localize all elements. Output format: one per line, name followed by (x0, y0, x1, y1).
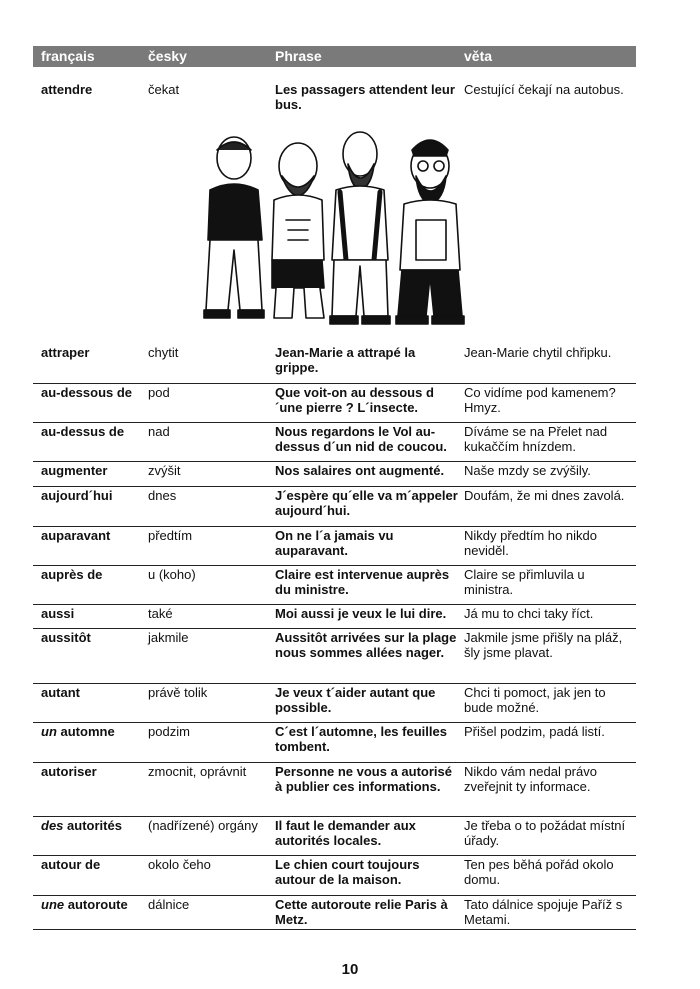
french-phrase: Aussitôt arrivées sur la plage nous sommes allées nager. (275, 630, 457, 660)
french-phrase: J´espère qu´elle va m´appeler aujourd´hui. (275, 488, 458, 518)
czech-sentence: Ten pes běhá pořád okolo domu. (464, 857, 614, 887)
table-row (33, 685, 636, 723)
french-phrase: C´est l´automne, les feuilles tombent. (275, 724, 447, 754)
header-veta: věta (464, 48, 493, 64)
czech-sentence: Jean-Marie chytil chřipku. (464, 345, 612, 360)
illustration-four-men (190, 120, 490, 332)
table-row (33, 606, 636, 629)
french-term: aussi (41, 606, 75, 621)
french-phrase: On ne l´a jamais vu auparavant. (275, 528, 394, 558)
table-row (33, 857, 636, 896)
table-row (33, 897, 636, 930)
french-word (41, 897, 145, 912)
czech-sentence: Co vidíme pod kamenem? Hmyz. (464, 385, 616, 415)
french-term: aujourd´hui (41, 488, 113, 503)
french-word (41, 528, 145, 543)
czech-word: také (148, 606, 173, 621)
french-word (41, 463, 145, 478)
french-word (41, 424, 145, 439)
czech-sentence: Nikdo vám nedal právo zveřejnit ty informace. (464, 764, 597, 794)
french-phrase: Moi aussi je veux le lui dire. (275, 606, 447, 621)
french-phrase: Claire est intervenue auprès du ministre. (275, 567, 450, 597)
czech-sentence: Cestující čekají na autobus. (464, 82, 624, 97)
french-word (41, 345, 145, 360)
czech-sentence: Tato dálnice spojuje Paříž s Metami. (464, 897, 623, 927)
czech-sentence: Nikdy předtím ho nikdo neviděl. (464, 528, 597, 558)
header-francais: français (41, 48, 95, 64)
czech-word: předtím (148, 528, 193, 543)
table-row (33, 818, 636, 856)
french-word (41, 724, 145, 739)
french-phrase: Il faut le demander aux autorités locales. (275, 818, 416, 848)
header-cesky: česky (148, 48, 187, 64)
czech-word: zmocnit, oprávnit (148, 764, 247, 779)
french-phrase: Cette autoroute relie Paris à Metz. (275, 897, 448, 927)
french-term: autour de (41, 857, 101, 872)
czech-word: zvýšit (148, 463, 181, 478)
french-term: autoriser (41, 764, 97, 779)
french-term: augmenter (41, 463, 108, 478)
french-article: une (41, 897, 65, 912)
french-article: un (41, 724, 57, 739)
czech-sentence: Přišel podzim, padá listí. (464, 724, 605, 739)
table-row (33, 463, 636, 487)
czech-word: nad (148, 424, 170, 439)
table-header (33, 46, 636, 67)
french-word (41, 82, 145, 97)
czech-word: podzim (148, 724, 190, 739)
czech-sentence: Naše mzdy se zvýšily. (464, 463, 591, 478)
french-word (41, 630, 145, 645)
table-row (33, 528, 636, 566)
french-phrase: Le chien court toujours autour de la maison. (275, 857, 420, 887)
table-row (33, 345, 636, 384)
czech-sentence: Chci ti pomoct, jak jen to bude možné. (464, 685, 606, 715)
french-word (41, 818, 145, 833)
table-row (33, 724, 636, 763)
czech-sentence: Jakmile jsme přišly na pláž, šly jsme plavat. (464, 630, 623, 660)
table-row (33, 488, 636, 527)
czech-sentence: Doufám, že mi dnes zavolá. (464, 488, 625, 503)
french-word (41, 488, 145, 503)
french-term: auprès de (41, 567, 103, 582)
french-term: au-dessus de (41, 424, 125, 439)
table-row (33, 630, 636, 684)
french-phrase: Je veux t´aider autant que possible. (275, 685, 436, 715)
french-term: autant (41, 685, 80, 700)
french-article: des (41, 818, 64, 833)
table-row (33, 385, 636, 423)
french-term: attendre (41, 82, 93, 97)
french-word (41, 606, 145, 621)
french-word (41, 685, 145, 700)
french-phrase: Nous regardons le Vol au-dessus d´un nid de coucou. (275, 424, 447, 454)
header-phrase: Phrase (275, 48, 322, 64)
french-phrase: Nos salaires ont augmenté. (275, 463, 445, 478)
czech-word: čekat (148, 82, 180, 97)
czech-sentence: Díváme se na Přelet nad kukaččím hnízdem. (464, 424, 608, 454)
czech-word: u (koho) (148, 567, 196, 582)
page-number: 10 (341, 961, 359, 978)
czech-word: (nadřízené) orgány (148, 818, 258, 833)
french-phrase: Les passagers attendent leur bus. (275, 82, 455, 112)
czech-word: dálnice (148, 897, 190, 912)
czech-word: chytit (148, 345, 179, 360)
czech-sentence: Je třeba o to požádat místní úřady. (464, 818, 626, 848)
czech-word: jakmile (148, 630, 189, 645)
czech-word: okolo čeho (148, 857, 211, 872)
table-row (33, 567, 636, 605)
french-term: autorités (67, 818, 122, 833)
french-term: au-dessous de (41, 385, 133, 400)
french-word (41, 857, 145, 872)
table-row (33, 764, 636, 817)
french-phrase: Jean-Marie a attrapé la grippe. (275, 345, 416, 375)
czech-word: dnes (148, 488, 177, 503)
french-term: autoroute (67, 897, 128, 912)
french-term: automne (60, 724, 115, 739)
czech-sentence: Já mu to chci taky říct. (464, 606, 594, 621)
french-term: aussitôt (41, 630, 91, 645)
czech-sentence: Claire se přimluvila u ministra. (464, 567, 585, 597)
french-term: attraper (41, 345, 90, 360)
czech-word: pod (148, 385, 170, 400)
czech-word: právě tolik (148, 685, 208, 700)
french-phrase: Personne ne vous a autorisé à publier ces informations. (275, 764, 453, 794)
french-term: auparavant (41, 528, 111, 543)
french-word (41, 764, 145, 779)
french-word (41, 567, 145, 582)
french-word (41, 385, 145, 400)
table-row (33, 424, 636, 462)
french-phrase: Que voit-on au dessous d´une pierre ? L´insecte. (275, 385, 434, 415)
